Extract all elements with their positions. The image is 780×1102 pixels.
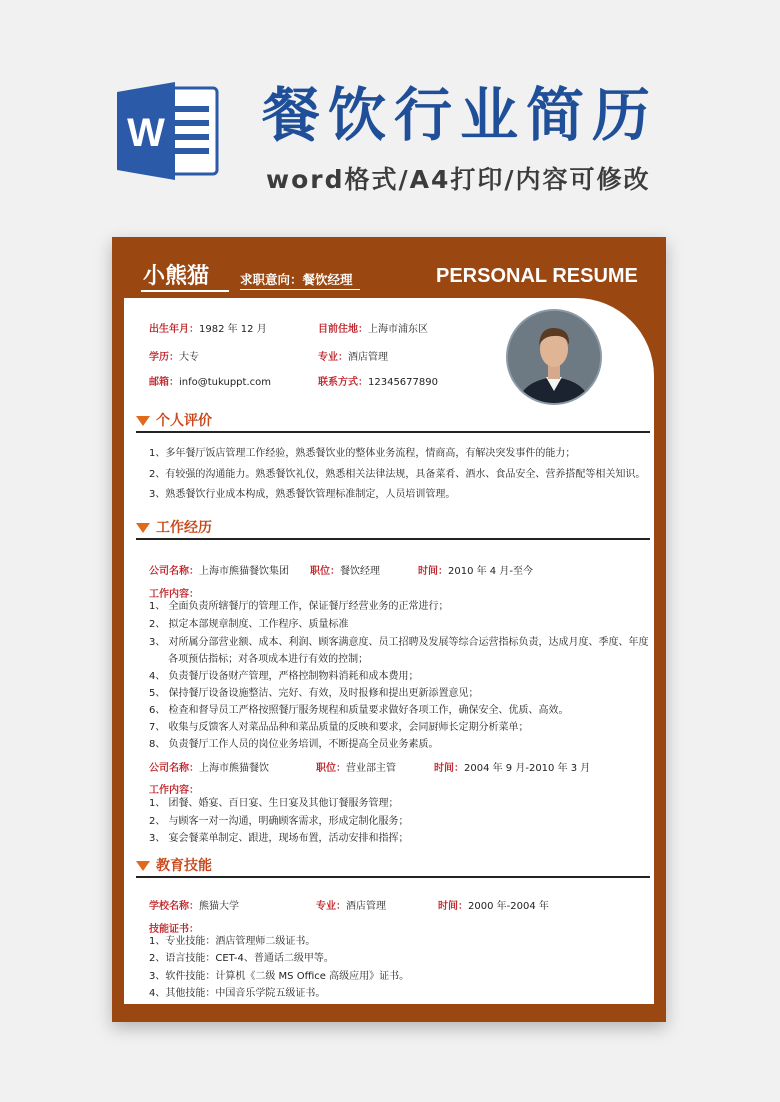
job-content-label: 工作内容： <box>149 589 199 600</box>
section-title-education: 教育技能 <box>136 855 212 875</box>
job-duty: 1、 团餐、婚宴、百日宴、生日宴及其他订餐服务管理； <box>149 798 399 809</box>
birth-row: 出生年月：1982 年 12 月 <box>149 324 267 335</box>
promo-title: 餐饮行业简历 <box>262 81 659 149</box>
job-duty: 2、 拟定本部规章制度、工作程序、质量标准 <box>149 619 349 630</box>
job-content-label: 工作内容： <box>149 785 199 796</box>
resume-title-en: PERSONAL RESUME <box>436 265 638 287</box>
triangle-icon <box>136 523 150 533</box>
major-row: 专业：酒店管理 <box>318 352 388 363</box>
triangle-icon <box>136 416 150 426</box>
job-position-row: 职位：餐饮经理 <box>310 566 380 577</box>
section-divider <box>136 431 650 433</box>
eval-item: 1、多年餐厅饭店管理工作经验，熟悉餐饮业的整体业务流程，情商高，有解决突发事件的能力； <box>149 448 576 459</box>
job-duty: 6、 检查和督导员工严格按照餐厅服务规程和质量要求做好各项工作，确保安全、优质、高效。 <box>149 705 569 716</box>
phone-row: 联系方式：12345677890 <box>318 377 438 388</box>
section-title-evaluation: 个人评价 <box>136 410 212 430</box>
job-company-row: 公司名称：上海市熊猫餐饮集团 <box>149 566 289 577</box>
job-duty: 3、 宴会餐菜单制定、跟进，现场布置，活动安排和指挥； <box>149 833 409 844</box>
cert-item: 3、软件技能：计算机《二级 MS Office 高级应用》证书。 <box>149 971 410 982</box>
job-duty: 2、 与顾客一对一沟通，明确顾客需求，形成定制化服务； <box>149 816 409 827</box>
svg-text:W: W <box>127 111 165 155</box>
job-position-row: 职位：营业部主管 <box>316 763 396 774</box>
word-icon <box>117 82 219 180</box>
candidate-name: 小熊猫 <box>143 264 210 289</box>
avatar <box>506 309 602 405</box>
job-time-row: 时间：2004 年 9 月-2010 年 3 月 <box>434 763 591 774</box>
job-duty: 3、 对所属分部营业额、成本、利润、顾客满意度、员工招聘及发展等综合运营指标负责，达成月度、季度、年度 <box>149 637 649 648</box>
job-intent: 求职意向：餐饮经理 <box>240 272 353 287</box>
name-underline <box>141 290 229 292</box>
triangle-icon <box>136 861 150 871</box>
cert-item: 4、其他技能：中国音乐学院五级证书。 <box>149 988 326 999</box>
job-time-row: 时间：2010 年 4 月-至今 <box>418 566 533 577</box>
intent-underline <box>240 289 360 290</box>
education-row: 学历：大专 <box>149 352 199 363</box>
cert-label: 技能证书： <box>149 924 199 935</box>
eval-item: 2、有较强的沟通能力。熟悉餐饮礼仪，熟悉相关法律法规，具备菜肴、酒水、食品安全、营养搭配等相关知识。 <box>149 469 646 480</box>
section-title-work: 工作经历 <box>136 517 212 537</box>
job-duty: 7、 收集与反馈客人对菜品品种和菜品质量的反映和要求，会同厨师长定期分析菜单； <box>149 722 529 733</box>
job-duty: 1、 全面负责所辖餐厅的管理工作，保证餐厅经营业务的正常进行； <box>149 601 449 612</box>
job-duty: 各项预估指标；对各项成本进行有效的控制； <box>149 654 369 665</box>
section-divider <box>136 538 650 540</box>
edu-major-row: 专业：酒店管理 <box>316 901 386 912</box>
promo-subtitle: word格式/A4打印/内容可修改 <box>266 165 651 194</box>
job-duty: 5、 保持餐厅设备设施整洁、完好、有效，及时报修和提出更新添置意见； <box>149 688 479 699</box>
address-row: 目前住地：上海市浦东区 <box>318 324 428 335</box>
job-company-row: 公司名称：上海市熊猫餐饮 <box>149 763 269 774</box>
cert-item: 1、专业技能：酒店管理师二级证书。 <box>149 936 316 947</box>
eval-item: 3、熟悉餐饮行业成本构成，熟悉餐饮管理标准制定，人员培训管理。 <box>149 489 456 500</box>
cert-item: 2、语言技能：CET-4、普通话二级甲等。 <box>149 953 334 964</box>
email-row: 邮箱：info@tukuppt.com <box>149 377 271 388</box>
job-duty: 8、 负责餐厅工作人员的岗位业务培训，不断提高全员业务素质。 <box>149 739 439 750</box>
section-divider <box>136 876 650 878</box>
job-duty: 4、 负责餐厅设备财产管理，严格控制物料消耗和成本费用； <box>149 671 419 682</box>
edu-time-row: 时间：2000 年-2004 年 <box>438 901 549 912</box>
school-row: 学校名称：熊猫大学 <box>149 901 239 912</box>
